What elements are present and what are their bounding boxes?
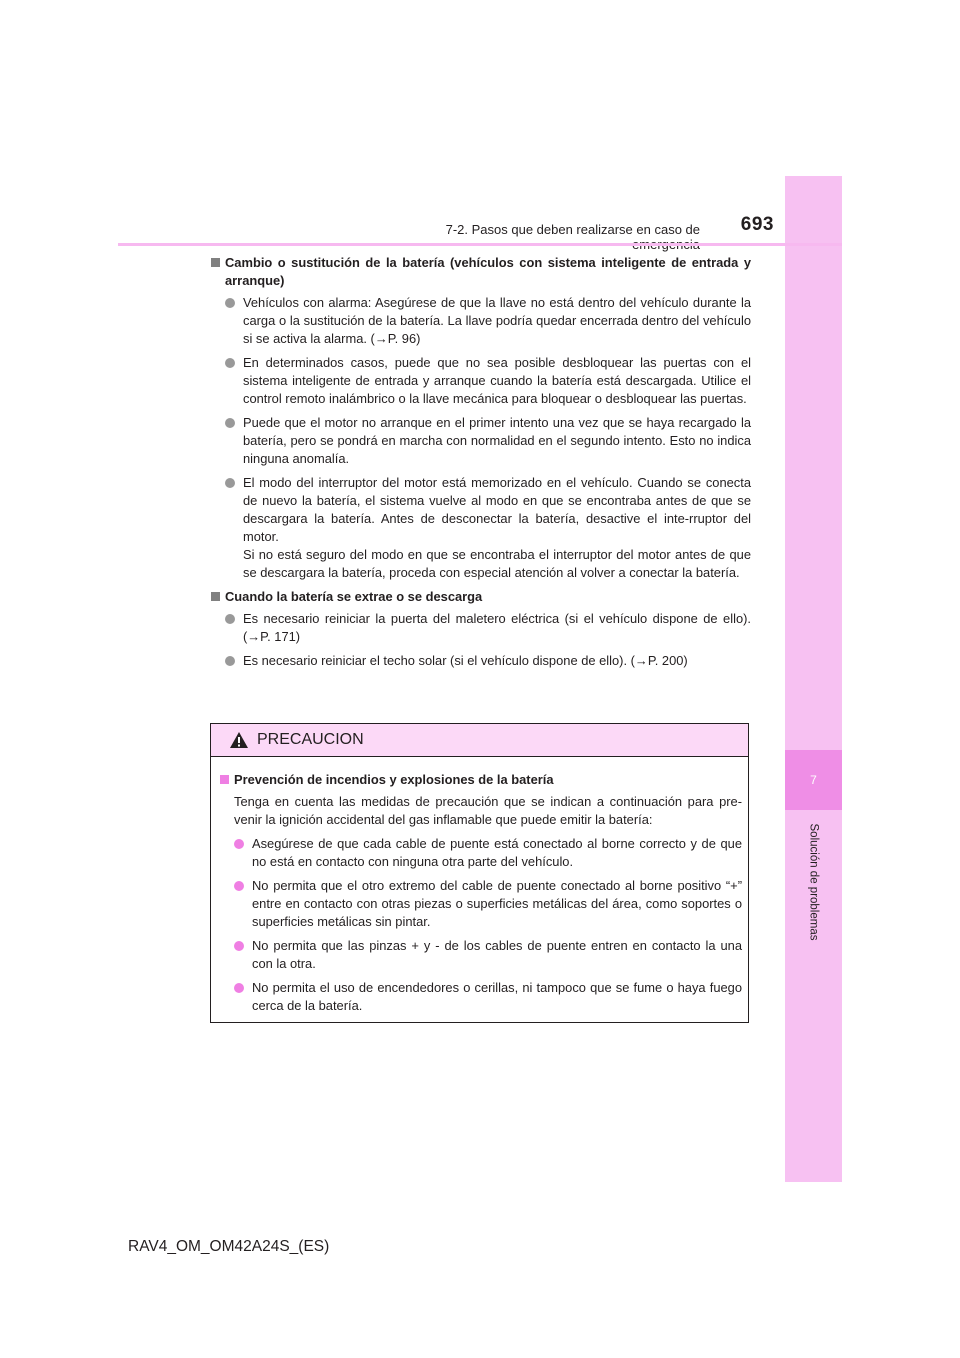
square-bullet-icon [211,258,220,267]
caution-header [211,724,748,757]
chapter-number: 7 [785,750,842,810]
caution-list-item: No permita que las pinzas + y - de los cables de puente entren en contacto la una con la otra. [234,937,742,973]
list-item: Es necesario reiniciar la puerta del maletero eléctrica (si el vehículo dispone de ello). (→P. 171) [225,610,751,646]
list-item: Vehículos con alarma: Asegúrese de que la llave no está dentro del vehículo durante la carga o la sustitución de la batería. La llave podría quedar encerrada dentro del vehículo si se activa la alarma. (→P. 96) [225,294,751,348]
warning-triangle-icon [229,731,249,749]
circle-bullet-icon [225,656,235,666]
caution-intro: Tenga en cuenta las medidas de precaución que se indican a continuación para pre-venir la ignición accidental del gas inflamable que puede emitir la batería: [234,794,742,827]
circle-bullet-icon [234,941,244,951]
caution-title: PRECAUCION [257,731,364,748]
section-title: 7-2. Pasos que deben realizarse en caso de [445,222,700,237]
caution-list-item: Asegúrese de que cada cable de puente está conectado al borne correcto y de que no está en contacto con ninguna otra parte del vehículo. [234,835,742,871]
circle-bullet-icon [225,418,235,428]
caution-body [211,757,748,1015]
list-item: En determinados casos, puede que no sea posible desbloquear las puertas con el sistema inteligente de entrada y arranque cuando la batería está descargada. Utilice el control remoto inalámbrico o la llave mecánica para bloquear o desbloquear las puertas. [225,354,751,408]
caution-list-item: No permita el uso de encendedores o cerillas, ni tampoco que se fume o haya fuego cerca de la batería. [234,979,742,1015]
page-number: 693 [740,214,774,235]
chapter-label: Solución de problemas [807,823,820,941]
caution-heading: Prevención de incendios y explosiones de la batería [220,771,742,789]
header-divider [118,243,842,246]
list-item: Es necesario reiniciar el techo solar (si el vehículo dispone de ello). (→P. 200) [225,652,751,670]
main-content [211,254,751,676]
square-bullet-icon [220,775,229,784]
list-item: Puede que el motor no arranque en el primer intento una vez que se haya recargado la batería, pero se pondrá en marcha con normalidad en el segundo intento. Esto no indica ninguna anomalía. [225,414,751,468]
caution-list-item: No permita que el otro extremo del cable de puente conectado al borne positivo “+” entre en contacto con otras piezas o superficies metálicas del área, como soportes o superficies metálicas sin pintar. [234,877,742,931]
circle-bullet-icon [225,358,235,368]
chapter-side-tab [785,176,842,1182]
list-item: El modo del interruptor del motor está memorizado en el vehículo. Cuando se conecta de nuevo la batería, el sistema vuelve al modo en que se encontraba antes de que se descargara la batería. Antes de desconectar la batería, desactive el inte-rruptor del motor. Si no está seguro del modo en que se encontraba el interruptor del motor antes de que se descargara la batería, proceda con especial atención al volver a conectar la batería. [225,474,751,582]
section-heading: Cambio o sustitución de la batería (vehículos con sistema inteligente de entrada y arranque) [211,254,751,290]
circle-bullet-icon [234,881,244,891]
square-bullet-icon [211,592,220,601]
manual-code: RAV4_OM_OM42A24S_(ES) [128,1238,330,1255]
circle-bullet-icon [225,614,235,624]
circle-bullet-icon [234,983,244,993]
chapter-label-wrapper [785,812,842,952]
caution-box [210,723,749,1023]
circle-bullet-icon [225,298,235,308]
circle-bullet-icon [225,478,235,488]
section-heading: Cuando la batería se extrae o se descarga [211,588,751,606]
circle-bullet-icon [234,839,244,849]
